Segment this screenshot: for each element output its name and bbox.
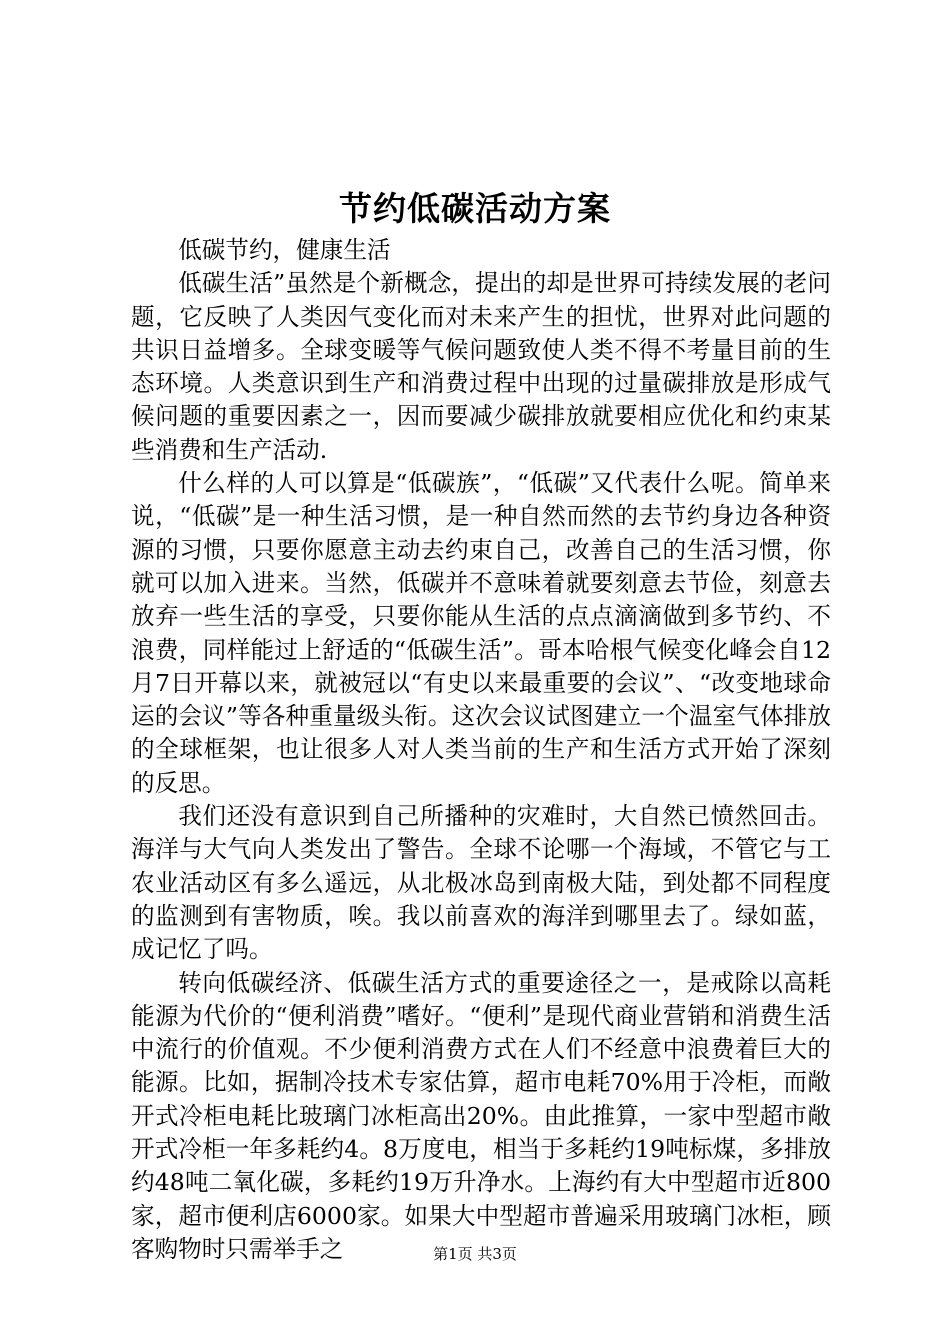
paragraph: 我们还没有意识到自己所播种的灾难时，大自然已愤然回击。海洋与大气向人类发出了警告。全球不论哪一个海域，不管它与工农业活动区有多么遥远，从北极冰岛到南极大陆，到处都不同程度的监测到有害物质，唉。我以前喜欢的海洋到哪里去了。绿如蓝，成记忆了吗。 — [131, 802, 831, 964]
page-footer: 第1页 共3页 — [433, 1245, 517, 1263]
document-title: 节约低碳活动方案 — [339, 189, 611, 228]
paragraph-subtitle: 低碳节约，健康生活 — [178, 236, 391, 264]
paragraph: 什么样的人可以算是“低碳族”，“低碳”又代表什么呢。简单来说，“低碳”是一种生活习惯，是一种自然而然的去节约身边各种资源的习惯，只要你愿意主动去约束自己，改善自己的生活习惯，你就可以加入进来。当然，低碳并不意味着就要刻意去节俭，刻意去放弃一些生活的享受，只要你能从生活的点点滴滴做到多节约、不浪费，同样能过上舒适的“低碳生活”。哥本哈根气候变化峰会自12月7日开幕以来，就被冠以“有史以来最重要的会议”、“改变地球命运的会议”等各种重量级头衔。这次会议试图建立一个温室气体排放的全球框架，也让很多人对人类当前的生产和生活方式开始了深刻的反思。 — [131, 469, 831, 797]
paragraph: 低碳生活”虽然是个新概念，提出的却是世界可持续发展的老问题，它反映了人类因气变化而对未来产生的担忧，世界对此问题的共识日益增多。全球变暖等气候问题致使人类不得不考量目前的生态环境。人类意识到生产和消费过程中出现的过量碳排放是形成气候问题的重要因素之一，因而要减少碳排放就要相应优化和约束某些消费和生产活动. — [131, 269, 831, 464]
document-body — [131, 234, 831, 1266]
paragraph: 转向低碳经济、低碳生活方式的重要途径之一，是戒除以高耗能源为代价的“便利消费”嗜好。“便利”是现代商业营销和消费生活中流行的价值观。不少便利消费方式在人们不经意中浪费着巨大的能源。比如，据制冷技术专家估算，超市电耗70%用于冷柜，而敞开式冷柜电耗比玻璃门冰柜高出20%。由此推算，一家中型超市敞开式冷柜一年多耗约4。8万度电，相当于多耗约19吨标煤，多排放约48吨二氧化碳，多耗约19万升净水。上海约有大中型超市近800家，超市便利店6000家。如果大中型超市普遍采用玻璃门冰柜，顾客购物时只需举手之 — [131, 968, 831, 1263]
